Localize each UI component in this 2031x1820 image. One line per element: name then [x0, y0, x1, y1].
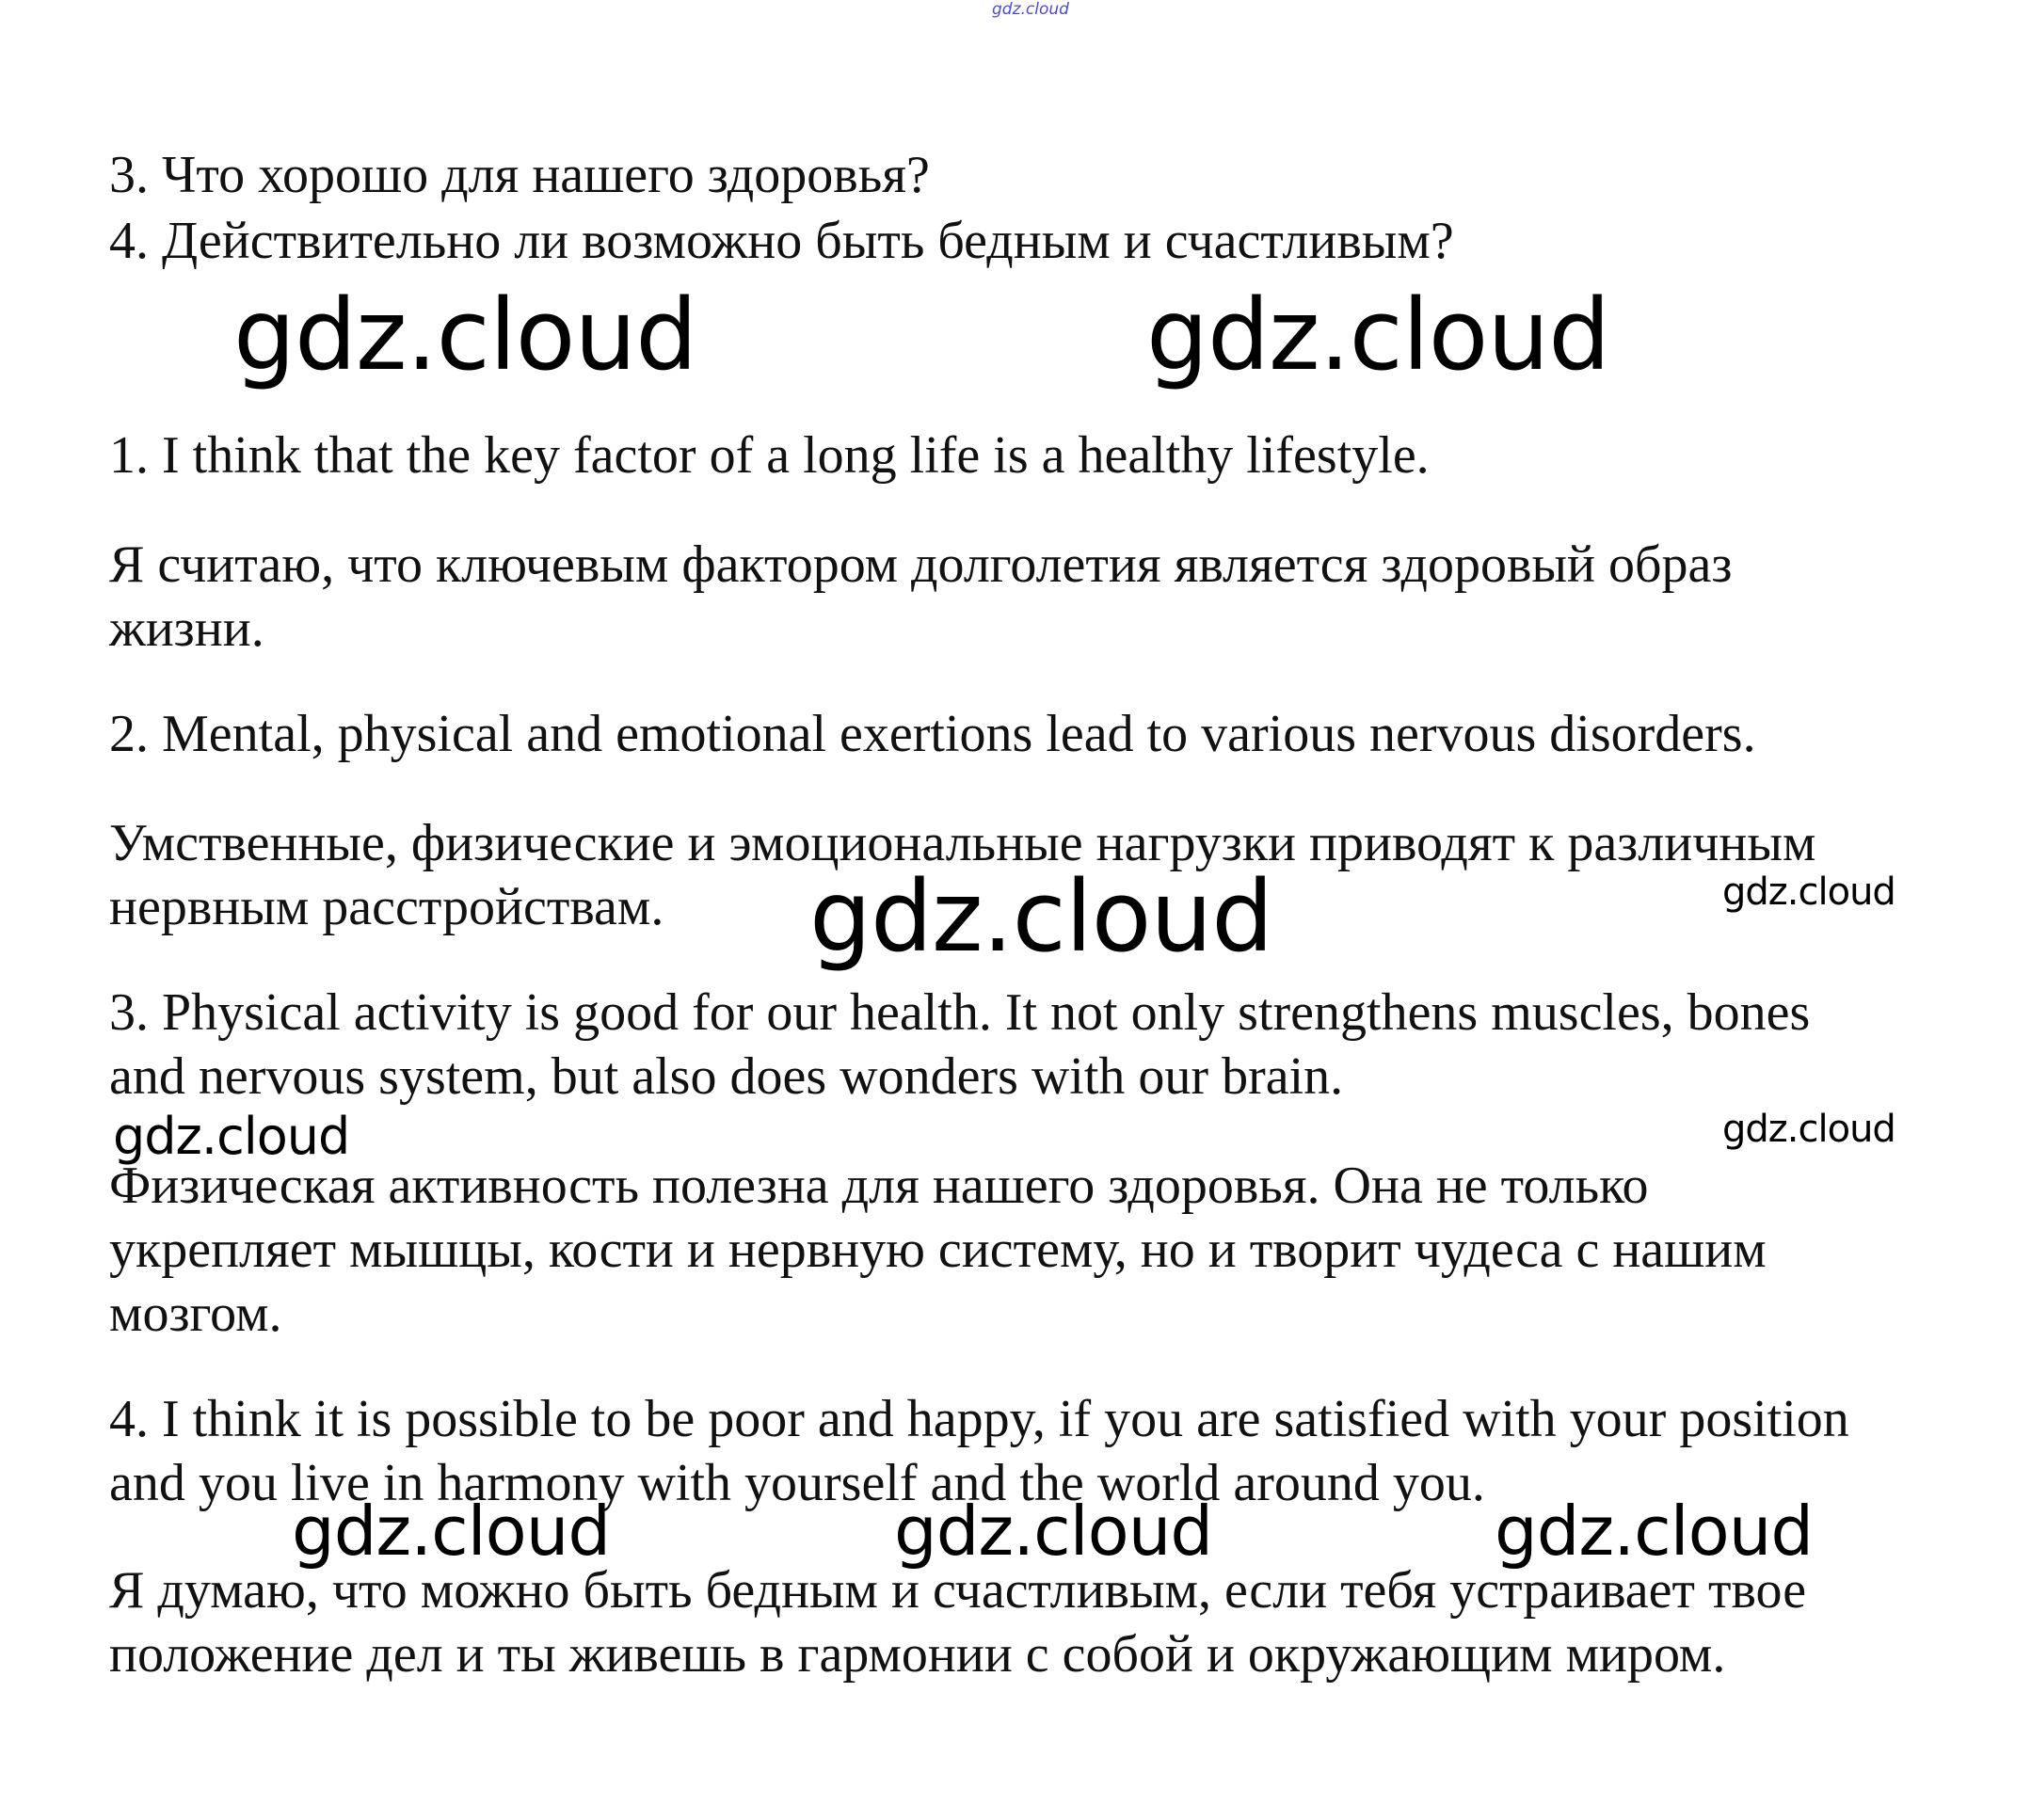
answer-3-ru-line-3: мозгом. [109, 1285, 282, 1343]
answer-1-en: 1. I think that the key factor of a long life is a healthy lifestyle. [109, 426, 1430, 485]
answer-2-ru-line-1: Умственные, физические и эмоциональные нагрузки приводят к различным [109, 814, 1816, 872]
watermark: gdz.cloud [1722, 870, 1895, 914]
watermark: gdz.cloud [1146, 278, 1610, 392]
answer-3-ru-line-2: укрепляет мышцы, кости и нервную систему, но и творит чудеса с нашим [109, 1221, 1767, 1279]
answer-3-en-line-2: and nervous system, but also does wonders with our brain. [109, 1047, 1344, 1106]
watermark: gdz.cloud [292, 1492, 611, 1571]
answer-4-ru-line-1: Я думаю, что можно быть бедным и счастливым, если тебя устраивает твое [109, 1561, 1807, 1620]
answer-2-en: 2. Mental, physical and emotional exertions lead to various nervous disorders. [109, 705, 1756, 763]
question-4: 4. Действительно ли возможно быть бедным и счастливым? [109, 212, 1454, 270]
watermark: gdz.cloud [233, 278, 697, 392]
answer-4-ru-line-2: положение дел и ты живешь в гармонии с собой и окружающим миром. [109, 1625, 1726, 1684]
watermark: gdz.cloud [113, 1107, 350, 1166]
site-mark: gdz.cloud [992, 0, 1069, 19]
watermark: gdz.cloud [809, 859, 1273, 974]
watermark: gdz.cloud [1495, 1492, 1814, 1571]
watermark: gdz.cloud [894, 1492, 1213, 1571]
answer-2-ru-line-2: нервным расстройствам. [109, 878, 664, 936]
answer-1-ru-line-1: Я считаю, что ключевым фактором долголетия является здоровый образ [109, 535, 1733, 594]
answer-1-ru-line-2: жизни. [109, 599, 264, 658]
watermark: gdz.cloud [1722, 1108, 1895, 1151]
answer-3-ru-line-1: Физическая активность полезна для нашего здоровья. Она не только [109, 1157, 1649, 1215]
question-3: 3. Что хорошо для нашего здоровья? [109, 146, 930, 204]
answer-3-en-line-1: 3. Physical activity is good for our health. It not only strengthens muscles, bones [109, 983, 1811, 1042]
answer-4-en-line-2: and you live in harmony with yourself and the world around you. [109, 1454, 1485, 1512]
answer-4-en-line-1: 4. I think it is possible to be poor and happy, if you are satisfied with your position [109, 1390, 1849, 1448]
